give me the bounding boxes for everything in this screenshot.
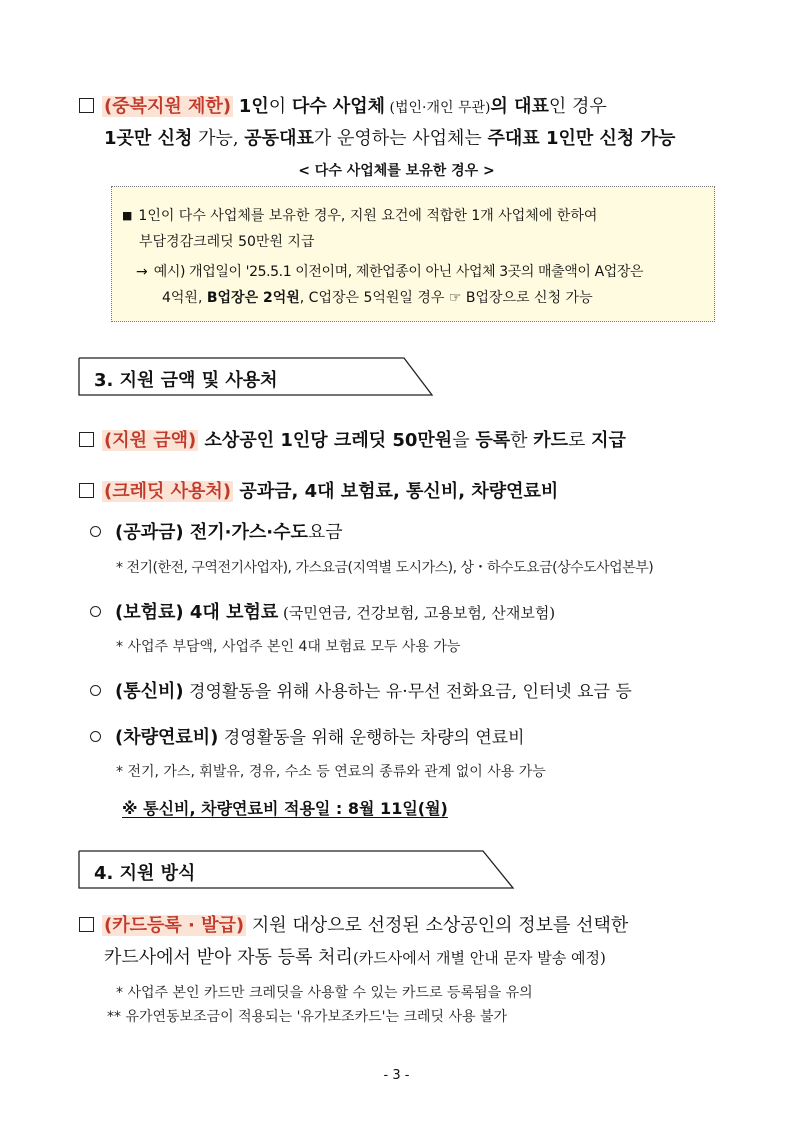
fuel-line — [90, 723, 525, 749]
example-b-site: B업장은 2억원 — [206, 290, 300, 306]
example-a-site: 4억원, — [162, 290, 207, 306]
circle-bullet-icon — [90, 526, 101, 537]
credit-usage-line — [79, 477, 558, 503]
example-para1-text: 1인이 다수 사업체를 보유한 경우, 지원 요건에 적합한 1개 사업체에 한하여 — [138, 208, 598, 224]
example-para2-text: 예시) 개업일이 '25.5.1 이전이며, 제한업종이 아닌 사업체 3곳의 매출액이 A업장은 — [153, 264, 644, 280]
telecom-label: (통신비) — [115, 681, 184, 702]
example-box — [111, 186, 715, 322]
dup-paren: (법인·개인 무관) — [385, 100, 491, 116]
card-note-2: ** 유가연동보조금이 적용되는 '유가보조카드'는 크레딧 사용 불가 — [107, 1009, 508, 1025]
checkbox-square-icon — [79, 98, 94, 113]
example-para1-line2: 부담경감크레딧 50만원 지급 — [139, 234, 315, 250]
card-reg-paren: (카드사에서 개별 안내 문자 발송 예정) — [352, 949, 606, 967]
utilities-bold: 전기·가스·수도 — [183, 522, 308, 543]
dup-limit-line2 — [104, 124, 675, 150]
card-registration-tag: (카드등록 · 발급) — [104, 915, 245, 936]
card-registration-line1 — [79, 911, 628, 937]
section-3-header — [78, 357, 434, 397]
insurance-bold: 4대 보험료 — [183, 602, 279, 623]
example-c-site: , C업장은 5억원일 경우 ☞ B업장으로 신청 가능 — [299, 290, 593, 306]
circle-bullet-icon — [90, 731, 101, 742]
card-reg-text2: 카드사에서 받아 자동 등록 처리 — [104, 947, 353, 968]
dup-co-text: 가 운영하는 사업체는 — [313, 128, 488, 149]
amount-particle2: 한 — [510, 430, 534, 451]
amount-pay: 지급 — [591, 430, 626, 451]
square-bullet-icon: ■ — [122, 209, 133, 222]
credit-usage-tag: (크레딧 사용처) — [104, 481, 232, 502]
case-title: < 다수 사업체를 보유한 경우 > — [298, 163, 495, 179]
amount-card: 카드 — [533, 430, 569, 451]
fuel-note: * 전기, 가스, 휘발유, 경유, 수소 등 연료의 종류와 관계 없이 사용 가능 — [116, 764, 546, 780]
telecom-text: 경영활동을 위해 사용하는 유·무선 전화요금, 인터넷 요금 등 — [183, 682, 632, 702]
dup-limit-tag: (중복지원 제한) — [104, 96, 232, 117]
card-reg-text1: 지원 대상으로 선정된 소상공인의 정보를 선택한 — [246, 915, 629, 936]
insurance-paren: (국민연금, 건강보험, 고용보험, 산재보험) — [278, 604, 556, 622]
amount-text: 소상공인 1인당 크레딧 50만원 — [198, 430, 453, 451]
checkbox-square-icon — [79, 432, 94, 447]
insurance-line — [90, 598, 555, 624]
utilities-note: * 전기(한전, 구역전기사업자), 가스요금(지역별 도시가스), 상・하수도요금(상수도사업본부) — [116, 560, 654, 576]
dup-possible: 가능, — [192, 128, 245, 149]
support-amount-tag: (지원 금액) — [104, 430, 197, 451]
utilities-fee: 요금 — [307, 522, 343, 543]
checkbox-square-icon — [79, 917, 94, 932]
utilities-line — [90, 518, 343, 544]
section-3-title: 3. 지원 금액 및 사용처 — [94, 370, 278, 391]
amount-register: 등록 — [475, 430, 511, 451]
arrow-right-icon: → — [136, 264, 148, 280]
dup-limit-line1 — [79, 92, 607, 118]
support-amount-line — [79, 426, 626, 452]
insurance-note: * 사업주 부담액, 사업주 본인 4대 보험료 모두 사용 가능 — [116, 639, 461, 655]
amount-particle: 을 — [452, 430, 476, 451]
card-note-1: * 사업주 본인 카드만 크레딧을 사용할 수 있는 카드로 등록됨을 유의 — [116, 985, 533, 1001]
dup-co-rep: 공동대표 — [244, 128, 314, 149]
dup-one-only: 1곳만 신청 — [104, 128, 193, 149]
checkbox-square-icon — [79, 483, 94, 498]
section-4-title: 4. 지원 방식 — [94, 863, 196, 884]
dup-representative: 의 대표 — [490, 96, 549, 117]
utilities-label: (공과금) — [115, 522, 184, 543]
dup-case: 인 경우 — [548, 96, 607, 117]
telecom-line — [90, 677, 632, 703]
example-para2-line1 — [136, 261, 643, 281]
dup-many-businesses: 다수 사업체 — [291, 96, 386, 117]
insurance-label: (보험료) — [115, 602, 184, 623]
card-registration-line2 — [104, 943, 606, 969]
dup-main-rep: 주대표 1인만 신청 가능 — [487, 128, 676, 149]
fuel-text: 경영활동을 위해 운행하는 차량의 연료비 — [218, 728, 525, 748]
circle-bullet-icon — [90, 685, 101, 696]
example-para2-line2 — [162, 287, 593, 307]
fuel-label: (차량연료비) — [115, 727, 219, 748]
dup-one-person: 1인 — [238, 96, 269, 117]
page-number: - 3 - — [383, 1068, 410, 1083]
credit-usage-text: 공과금, 4대 보험료, 통신비, 차량연료비 — [233, 481, 559, 502]
amount-particle3: 로 — [568, 430, 592, 451]
circle-bullet-icon — [90, 606, 101, 617]
effective-date-notice: ※ 통신비, 차량연료비 적용일 : 8월 11일(월) — [122, 799, 448, 818]
dup-text: 이 — [268, 96, 292, 117]
section-4-header — [78, 850, 515, 890]
example-para1-line1 — [122, 205, 597, 225]
